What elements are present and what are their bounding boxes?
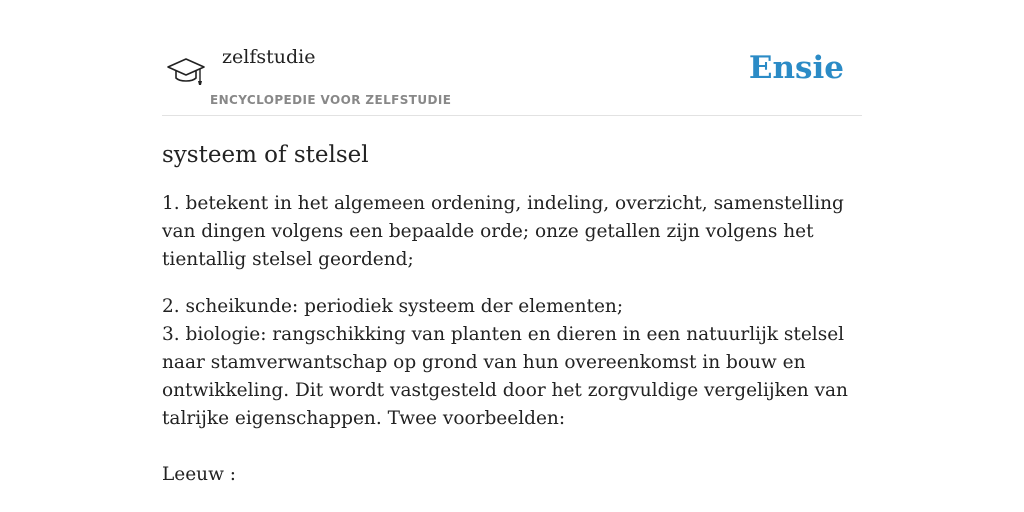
- site-tagline: ENCYCLOPEDIE VOOR ZELFSTUDIE: [210, 93, 452, 107]
- paragraph-gap: [162, 433, 862, 461]
- site-header: [162, 0, 862, 116]
- entry-title: systeem of stelsel: [162, 142, 369, 168]
- example-1: Leeuw :: [162, 464, 237, 485]
- definition-2: 2. scheikunde: periodiek systeem der elementen;: [162, 296, 624, 317]
- ensie-brand-link[interactable]: Ensie: [748, 50, 844, 86]
- definition-3: 3. biologie: rangschikking van planten en dieren in een natuurlijk stelsel naar stamverwantschap op grond van hun overeenkomst in bouw en ontwikkeling. Dit wordt vastgesteld door het zorgvuldige vergelijken van talrijke eigenschappen. Twee voorbeelden:: [162, 324, 848, 429]
- definition-group: [162, 293, 862, 489]
- definition-1: 1. betekent in het algemeen ordening, indeling, overzicht, samenstelling van dingen volgens een bepaalde orde; onze getallen zijn volgens het tientallig stelsel geordend;: [162, 193, 844, 270]
- page: [162, 0, 862, 489]
- graduation-cap-icon[interactable]: [166, 54, 206, 90]
- entry-body: [162, 190, 862, 489]
- site-name-link[interactable]: zelfstudie: [222, 46, 316, 68]
